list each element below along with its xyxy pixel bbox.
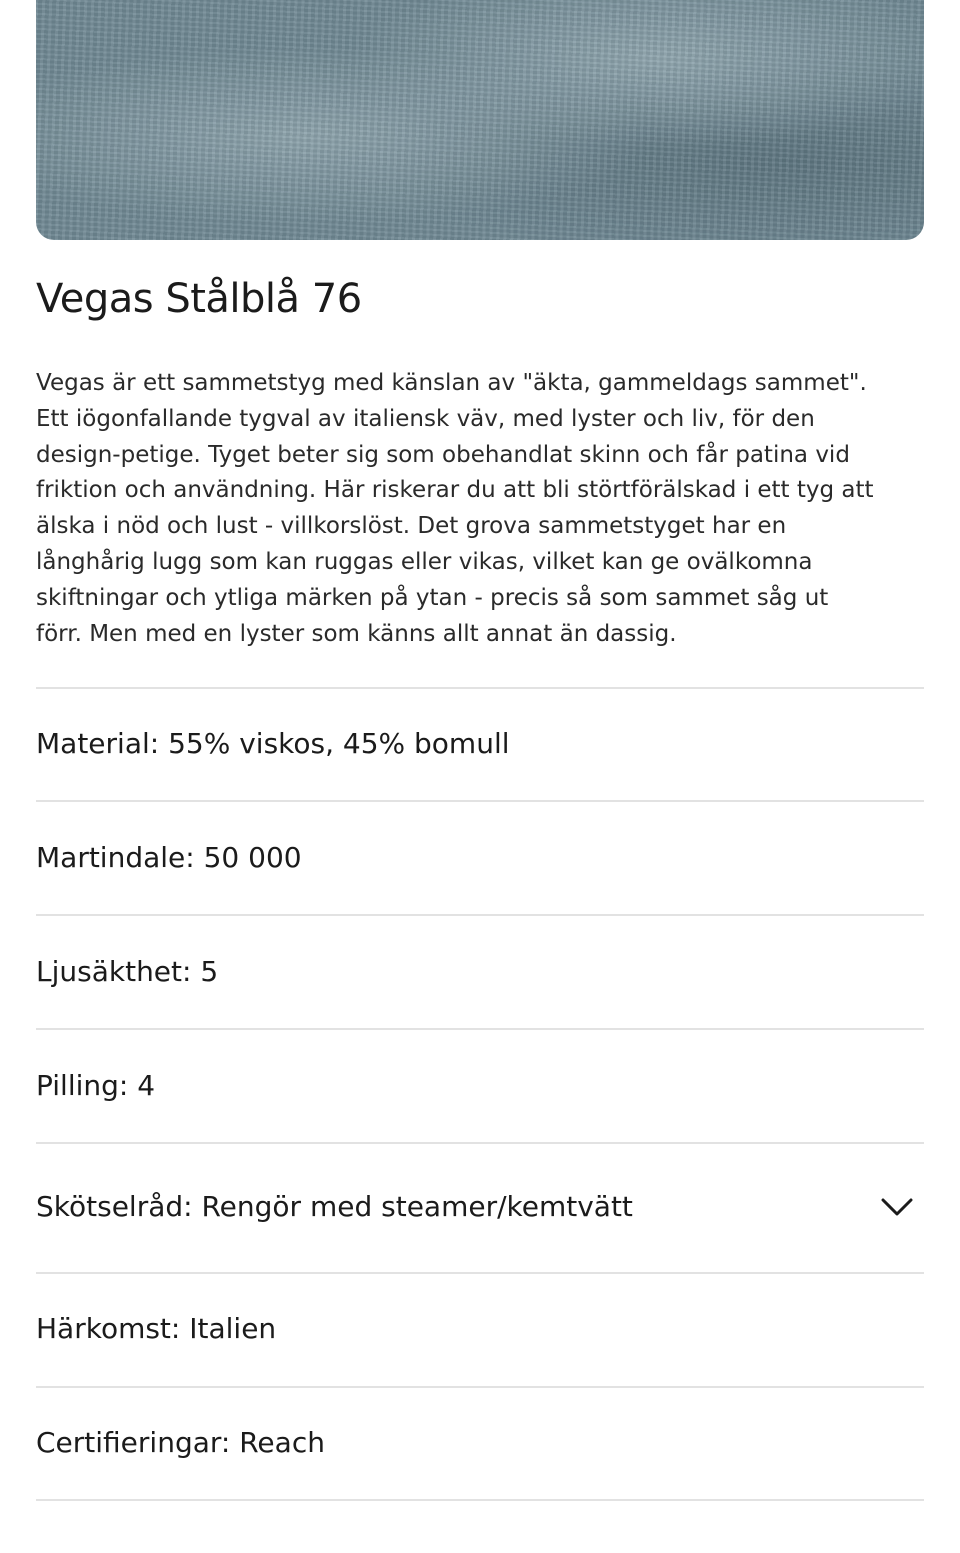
divider <box>36 1272 924 1274</box>
spec-label: Pilling: 4 <box>36 1068 156 1102</box>
spec-label: Certifieringar: Reach <box>36 1425 325 1459</box>
divider <box>36 1499 924 1501</box>
fabric-swatch-image <box>36 0 924 240</box>
description-line: Vegas är ett sammetstyg med känslan av "äkta, gammeldags sammet". <box>36 370 867 396</box>
divider <box>36 1386 924 1388</box>
divider <box>36 1142 924 1144</box>
divider <box>36 914 924 916</box>
divider <box>36 687 924 689</box>
spec-care-accordion[interactable] <box>36 1183 924 1229</box>
description-line: förr. Men med en lyster som känns allt annat än dassig. <box>36 620 677 647</box>
spec-lightfastness <box>36 948 924 994</box>
description-line: älska i nöd och lust - villkorslöst. Det grova sammetstyget har en <box>36 513 787 540</box>
spec-material <box>36 720 924 766</box>
spec-origin <box>36 1305 924 1351</box>
description-line: design-petige. Tyget beter sig som obehandlat skinn och får patina vid <box>36 441 850 468</box>
description-line: skiftningar och ytliga märken på ytan - precis så som sammet såg ut <box>36 584 829 611</box>
spec-label: Ljusäkthet: 5 <box>36 954 219 988</box>
spec-label: Skötselråd: Rengör med steamer/kemtvätt <box>36 1189 633 1223</box>
spec-martindale <box>36 834 924 880</box>
spec-certifications <box>36 1419 924 1465</box>
divider <box>36 800 924 802</box>
description-line: långhårig lugg som kan ruggas eller vikas, vilket kan ge ovälkomna <box>36 548 813 575</box>
product-description <box>36 366 936 652</box>
spec-label: Härkomst: Italien <box>36 1311 277 1345</box>
divider <box>36 1028 924 1030</box>
spec-pilling <box>36 1062 924 1108</box>
spec-label: Material: 55% viskos, 45% bomull <box>36 726 510 760</box>
product-title: Vegas Stålblå 76 <box>36 276 362 322</box>
chevron-down-icon[interactable] <box>880 1189 914 1223</box>
description-line: Ett iögonfallande tygval av italiensk väv, med lyster och liv, för den <box>36 405 815 432</box>
spec-label: Martindale: 50 000 <box>36 840 302 874</box>
description-line: friktion och användning. Här riskerar du att bli störtförälskad i ett tyg att <box>36 477 874 504</box>
